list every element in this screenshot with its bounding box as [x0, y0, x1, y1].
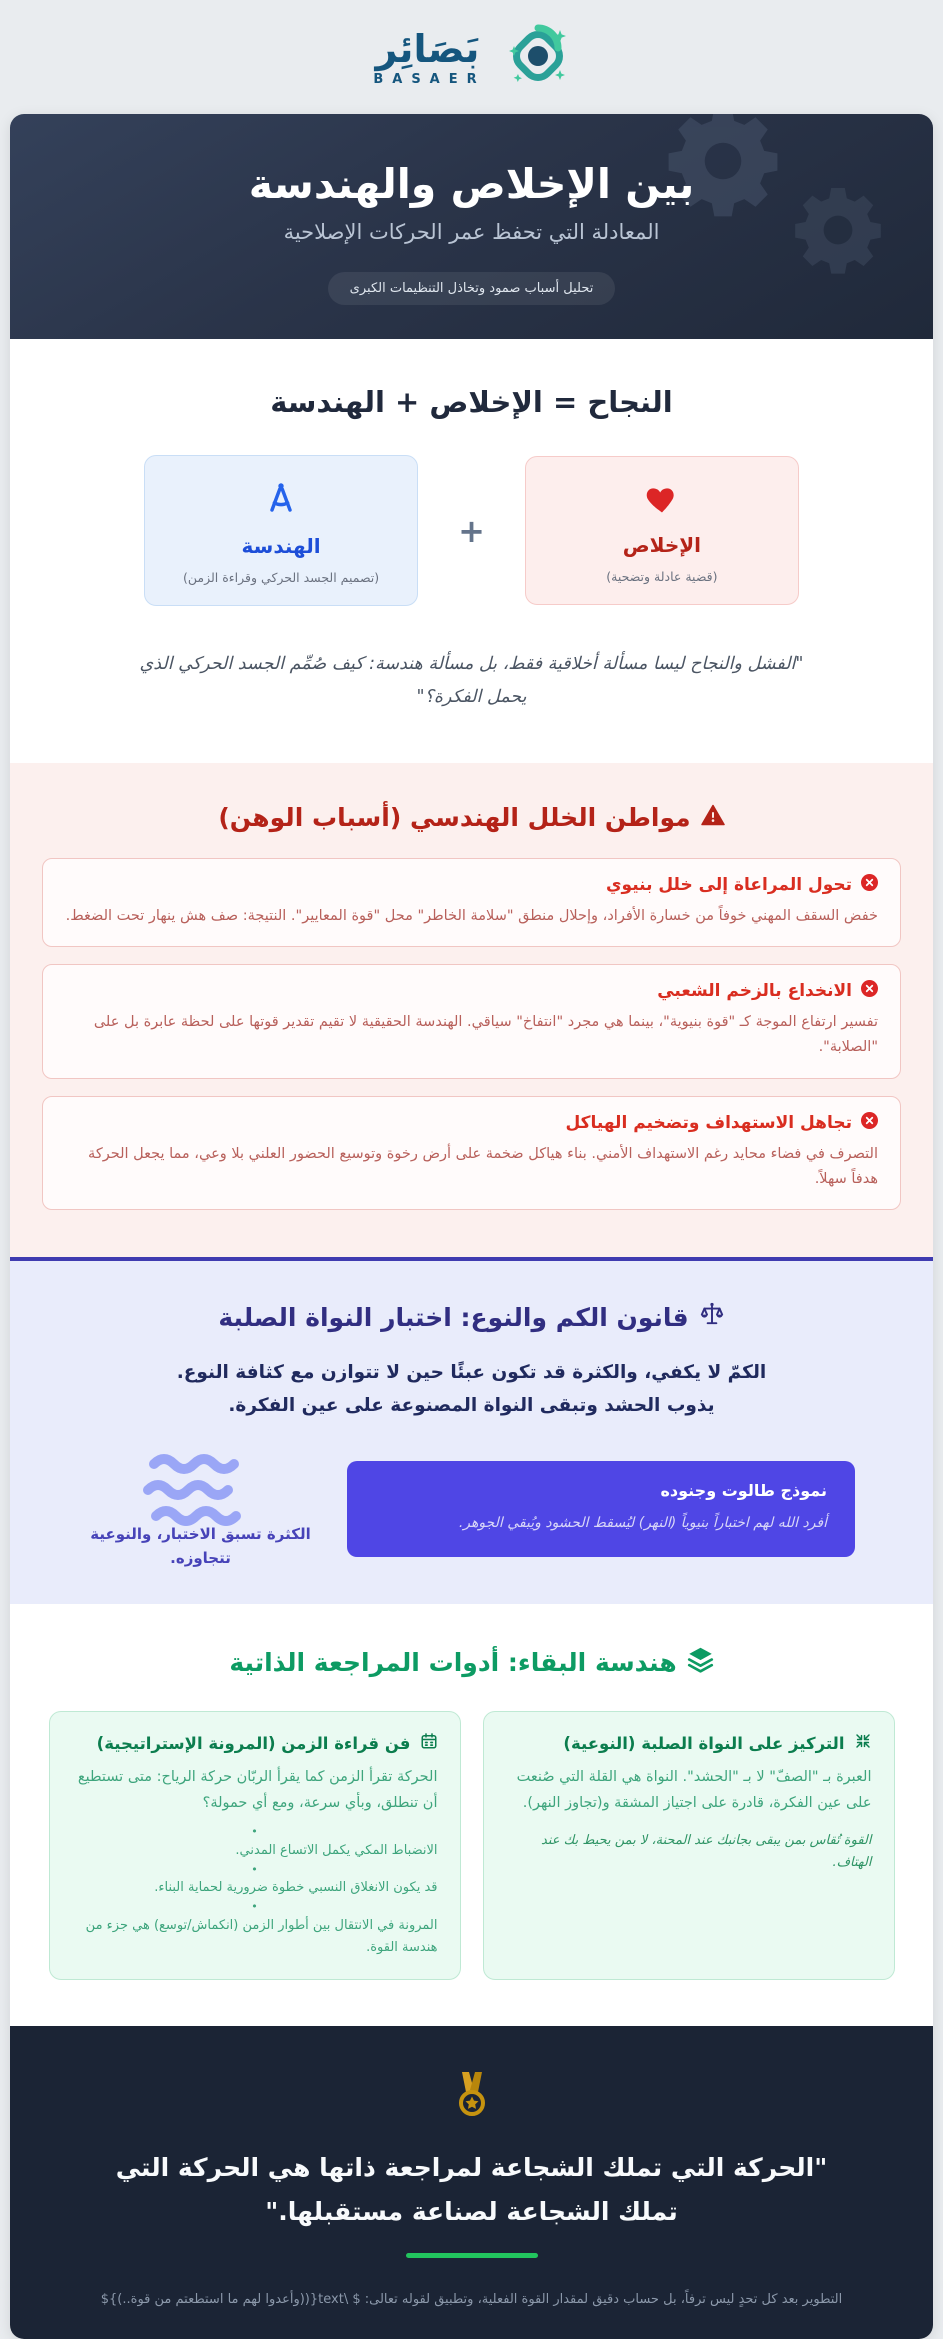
engineering-subtitle: (تصميم الجسد الحركي وقراءة الزمن)	[183, 570, 380, 585]
law-intro: الكمّ لا يكفي، والكثرة قد تكون عبئًا حين لا تتوازن مع كثافة النوع. يذوب الحشد وتبقى النواة المصنوعة على عين الفكرة.	[176, 1362, 767, 1416]
equation-title: النجاح = الإخلاص + الهندسة	[270, 385, 673, 419]
talut-model-box	[347, 1461, 855, 1556]
defects-heading	[42, 803, 901, 832]
brand-header	[0, 0, 943, 114]
medal-icon	[449, 2107, 495, 2126]
defect-card-title: تجاهل الاستهداف وتضخيم الهياكل	[565, 1112, 852, 1133]
bullet-dot: •	[251, 1825, 258, 1839]
talut-model-title: نموذج طالوت وجنوده	[660, 1481, 827, 1501]
time-reading-title: فن قراءة الزمن (المرونة الإستراتيجية)	[96, 1733, 411, 1753]
basaer-logo-icon	[502, 20, 574, 96]
plus-sign: +	[458, 511, 485, 550]
law-title: قانون الكم والنوع: اختبار النواة الصلبة	[218, 1302, 689, 1332]
equation-section	[10, 339, 933, 763]
survival-heading	[36, 1646, 907, 1679]
bullet-dot: •	[251, 1862, 258, 1876]
core-focus-title: التركيز على النواة الصلبة (النوعية)	[563, 1733, 845, 1753]
analysis-badge: تحليل أسباب صمود وتخاذل التنظيمات الكبرى	[328, 272, 616, 305]
brand-name-latin: BASAER	[373, 72, 486, 88]
heart-icon	[644, 500, 680, 519]
engineering-quote: "الفشل والنجاح ليسا مسألة أخلاقية فقط، بل مسألة هندسة: كيف صُمِّم الجسد الحركي الذي يحمل الفكرة؟"	[139, 654, 804, 708]
bullet-dot: •	[251, 1900, 258, 1914]
survival-cards-row	[36, 1711, 907, 1980]
engineering-title: الهندسة	[241, 534, 321, 558]
survival-title: هندسة البقاء: أدوات المراجعة الذاتية	[229, 1648, 677, 1678]
defect-card-title: تحول المراعاة إلى خلل بنيوي	[605, 874, 852, 895]
x-circle-icon	[861, 1112, 878, 1134]
x-circle-icon	[861, 874, 878, 896]
defect-card-title: الانخداع بالزخم الشعبي	[657, 980, 852, 1001]
defect-card	[42, 964, 901, 1079]
wave-figure	[88, 1448, 313, 1570]
page-subtitle: المعادلة التي تحفظ عمر الحركات الإصلاحية	[283, 220, 660, 244]
warning-triangle-icon	[701, 803, 725, 832]
wave-caption: الكثرة تسبق الاختبار، والنوعية تتجاوزه.	[90, 1525, 311, 1568]
law-row	[46, 1448, 897, 1570]
x-circle-icon	[861, 980, 878, 1002]
time-reading-list-item: المرونة في الانتقال بين أطوار الزمن (انكماش/توسع) هي جزء من هندسة القوة.	[85, 1917, 438, 1955]
drafting-compass-icon	[263, 501, 299, 520]
sincerity-title: الإخلاص	[622, 533, 702, 557]
layers-icon	[687, 1646, 714, 1679]
defect-card-body: خفض السقف المهني خوفاً من خسارة الأفراد، وإحلال منطق "سلامة الخاطر" محل "قوة المعايير". النتيجة: صف هش ينهار تحت الضغط.	[65, 907, 878, 924]
talut-model-body: أفرد الله لهم اختباراً بنيوياً (النهر) ليُسقط الحشود ويُبقي الجوهر.	[458, 1515, 827, 1532]
defect-card-title-row	[65, 874, 878, 896]
footer-section	[10, 2026, 933, 2339]
defect-card	[42, 858, 901, 947]
equation-row	[36, 455, 907, 606]
core-focus-body: العبرة بـ "الصفّ" لا بـ "الحشد". النواة هي القلة التي صُنعت على عين الفكرة، قادرة على اجتياز المشقة و(تجاوز النهر).	[516, 1769, 872, 1812]
defect-card-body: تفسير ارتفاع الموجة كـ "قوة بنيوية"، بينما هي مجرد "انتفاخ" سياقي. الهندسة الحقيقية لا تقيم تقدير قوتها على لحظة عابرة بل على "الصلابة".	[93, 1013, 878, 1056]
core-focus-title-row	[506, 1732, 872, 1754]
scales-icon	[699, 1301, 725, 1333]
core-focus-card	[483, 1711, 895, 1980]
footer-note: التطوير بعد كل تحدٍ ليس ترفاً، بل حساب دقيق لمقدار القوة الفعلية، وتطبيق لقوله تعالى: $ \text{((وأعدوا لهم ما استطعتم من قوة..)}$	[100, 2292, 843, 2308]
sincerity-card	[525, 456, 799, 605]
sincerity-subtitle: (قضية عادلة وتضحية)	[606, 569, 718, 584]
green-accent-bar	[406, 2253, 538, 2258]
engineering-card	[144, 455, 418, 606]
defect-card-title-row	[65, 980, 878, 1002]
time-reading-body: الحركة تقرأ الزمن كما يقرأ الربّان حركة الرياح: متى تستطيع أن تنطلق، وبأي سرعة، ومع أي حمولة؟	[77, 1769, 438, 1812]
content-card	[10, 114, 933, 2339]
page-title: بين الإخلاص والهندسة	[248, 160, 695, 208]
core-focus-note: القوة تُقاس بمن يبقى بجانبك عند المحنة، لا بمن يحيط بك عند الهتاف.	[541, 1833, 872, 1871]
brand-name-arabic: بَصَائِر	[375, 26, 480, 71]
defect-card-title-row	[65, 1112, 878, 1134]
defect-card	[42, 1096, 901, 1211]
footer-quote: "الحركة التي تملك الشجاعة لمراجعة ذاتها هي الحركة التي تملك الشجاعة لصناعة مستقبلها."	[115, 2152, 828, 2226]
calendar-icon	[420, 1732, 438, 1754]
compress-arrows-icon	[854, 1732, 872, 1754]
brand-wordmark	[369, 26, 486, 88]
survival-section	[10, 1604, 933, 2026]
law-section	[10, 1257, 933, 1604]
time-reading-list-item: قد يكون الانغلاق النسبي خطوة ضرورية لحماية البناء.	[154, 1880, 438, 1896]
law-heading	[46, 1301, 897, 1333]
time-reading-card	[49, 1711, 461, 1980]
time-reading-list-item: الانضباط المكي يكمل الاتساع المدني.	[235, 1842, 438, 1858]
defects-section	[10, 763, 933, 1258]
time-reading-list	[72, 1824, 438, 1959]
defects-title: مواطن الخلل الهندسي (أسباب الوهن)	[218, 802, 691, 832]
time-reading-title-row	[72, 1732, 438, 1754]
defect-card-body: التصرف في فضاء محايد رغم الاستهداف الأمني. بناء هياكل ضخمة على أرض رخوة وتوسيع الحضور العلني بلا وعي، مما يجعل الحركة هدفاً سهلاً.	[88, 1145, 878, 1187]
hero-section	[10, 114, 933, 339]
